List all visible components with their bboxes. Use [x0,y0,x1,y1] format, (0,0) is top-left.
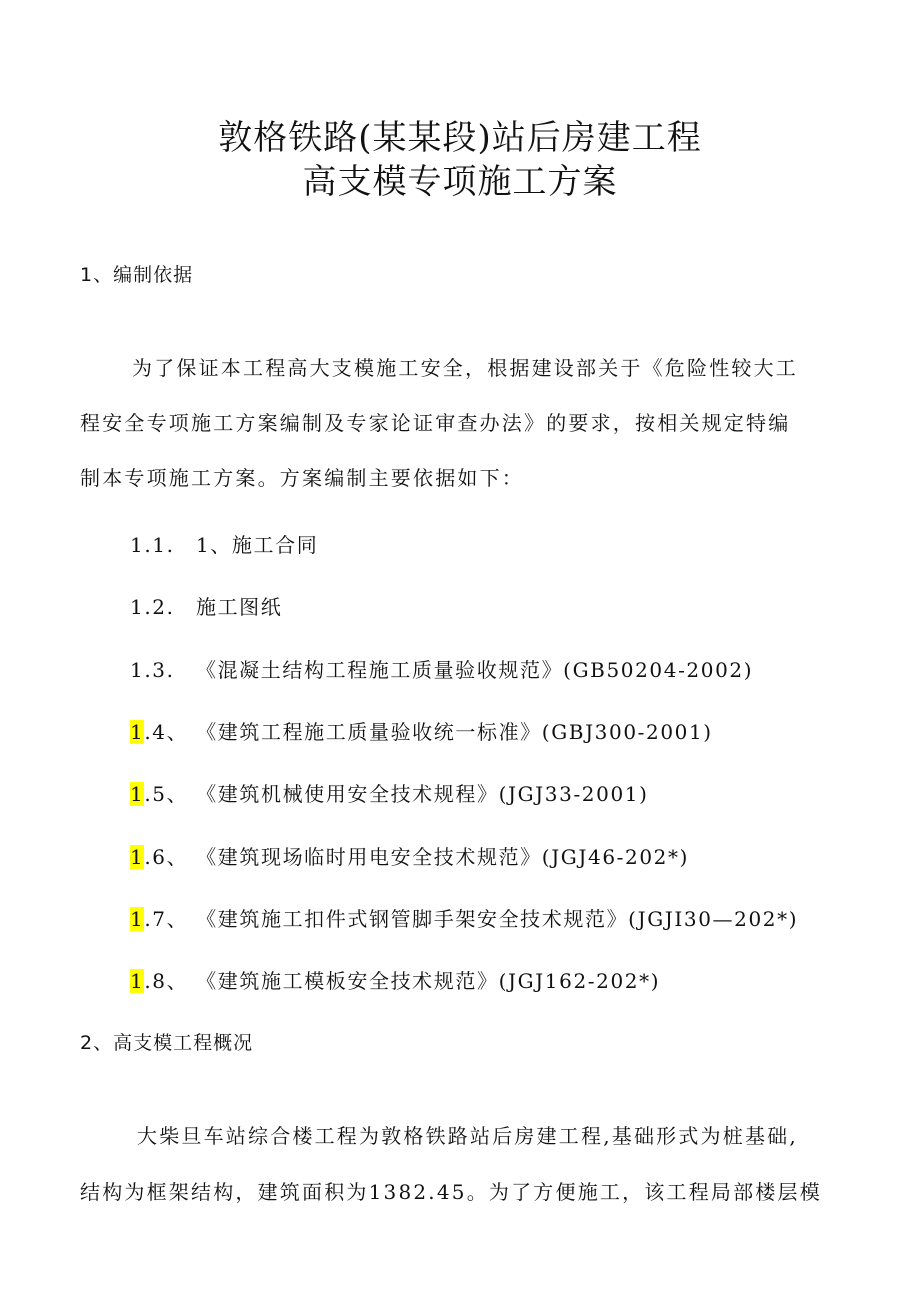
list-item-number [130,965,188,994]
highlighted-digit: 1 [130,782,145,806]
paragraph-line: 结构为框架结构，建筑面积为1382.45。为了方便施工，该工程局部楼层模 [80,1180,822,1204]
list-item-number [130,778,188,807]
highlighted-digit: 1 [130,907,145,931]
list-item-text: 《建筑工程施工质量验收统一标准》(GBJ300-2001) [196,720,713,744]
list-item-text: 《建筑现场临时用电安全技术规范》(JGJ46-202*) [196,845,689,869]
paragraph-line: 制本专项施工方案。方案编制主要依据如下： [80,466,524,490]
document-title-line1: 敦格铁路(某某段)站后房建工程 [218,118,702,158]
list-item [130,965,660,994]
paragraph-line: 为了保证本工程高大支模施工安全，根据建设部关于《危险性较大工 [132,356,798,380]
highlighted-digit: 1 [130,969,145,993]
list-item [130,591,282,620]
list-item-number [130,841,188,870]
list-item-number-suffix: .8、 [144,969,189,993]
list-item-text: 1、施工合同 [195,533,319,557]
list-item-number-suffix: .4、 [144,720,189,744]
list-item-number [130,716,188,745]
list-item-number-suffix: .7、 [144,907,189,931]
list-item-number-suffix: .5、 [144,782,189,806]
list-item-text: 《混凝土结构工程施工质量验收规范》(GB50204-2002) [195,658,754,682]
list-item [130,903,798,932]
list-item-text: 《建筑机械使用安全技术规程》(JGJ33-2001) [196,782,649,806]
paragraph-line: 大柴旦车站综合楼工程为敦格铁路站后房建工程,基础形式为桩基础, [137,1124,798,1148]
list-item-text: 《建筑施工扣件式钢管脚手架安全技术规范》(JGJI30—202*) [196,907,799,931]
section-heading-basis: 1、编制依据 [80,264,194,286]
list-item [130,529,318,558]
list-item-number: 1.2. [130,595,175,619]
highlighted-digit: 1 [130,720,145,744]
section-heading-overview: 2、高支模工程概况 [80,1032,254,1054]
highlighted-digit: 1 [130,845,145,869]
list-item-number: 1.3. [130,658,175,682]
list-item [130,716,713,745]
document-title-line2: 高支模专项施工方案 [302,162,618,202]
list-item-number: 1.1. [130,533,175,557]
list-item-text: 《建筑施工模板安全技术规范》(JGJ162-202*) [196,969,661,993]
list-item-text: 施工图纸 [195,595,283,619]
list-item-number [130,903,188,932]
paragraph-line: 程安全专项施工方案编制及专家论证审查办法》的要求，按相关规定特编 [80,411,791,435]
list-item [130,654,753,683]
list-item [130,841,689,870]
list-item-number-suffix: .6、 [144,845,189,869]
list-item [130,778,649,807]
